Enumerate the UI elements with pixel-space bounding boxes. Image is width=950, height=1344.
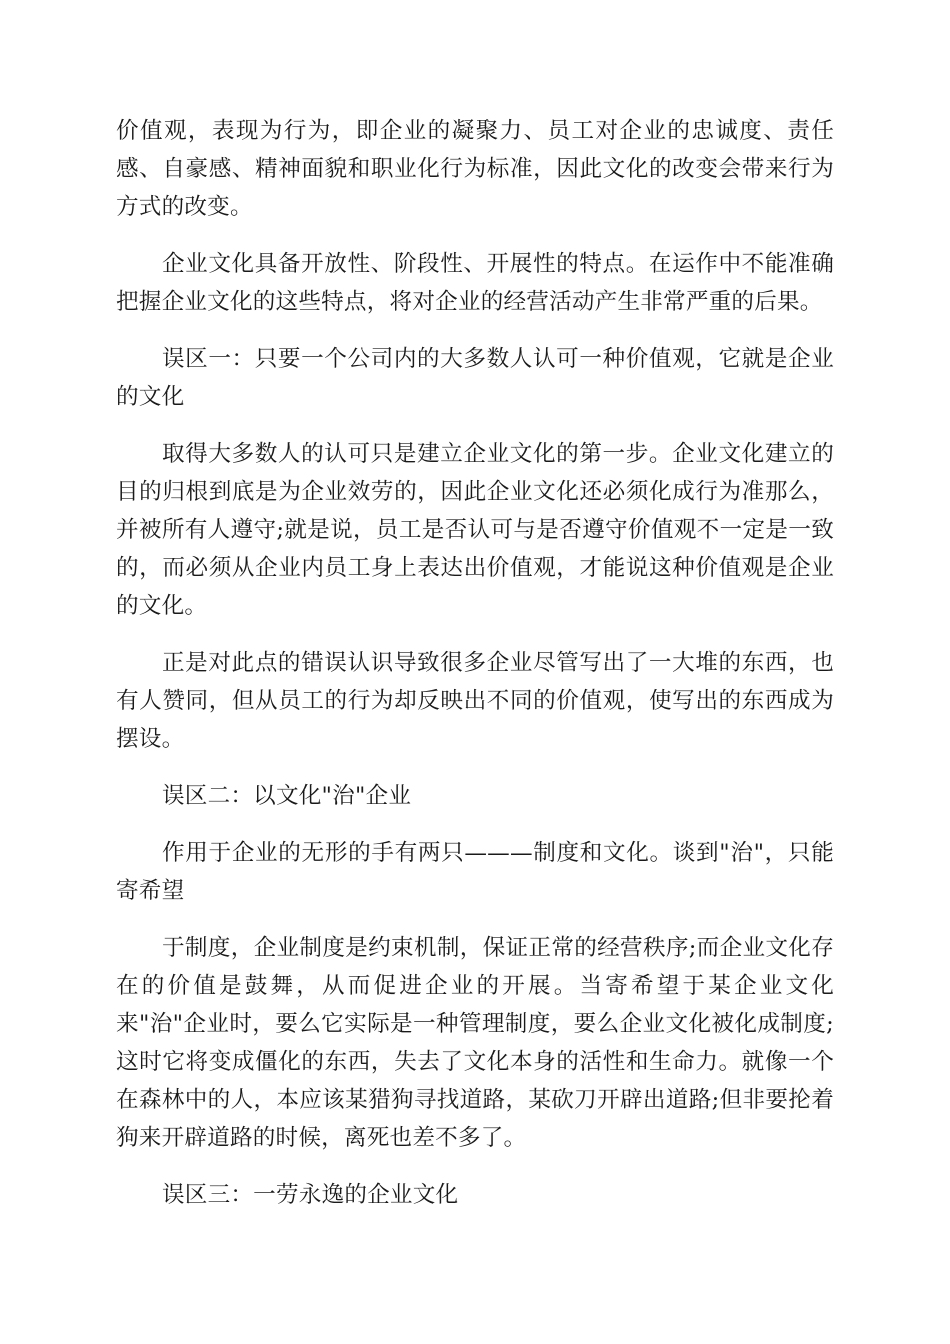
paragraph: 企业文化具备开放性、阶段性、开展性的特点。在运作中不能准确把握企业文化的这些特点，将对企业的经营活动产生非常严重的后果。 [116,251,834,315]
paragraph: 价值观，表现为行为，即企业的凝聚力、员工对企业的忠诚度、责任感、自豪感、精神面貌和职业化行为标准，因此文化的改变会带来行为方式的改变。 [116,118,834,220]
paragraph: 作用于企业的无形的手有两只———制度和文化。谈到"治"，只能寄希望 [116,840,834,904]
document-page [116,112,834,1233]
paragraph: 正是对此点的错误认识导致很多企业尽管写出了一大堆的东西，也有人赞同，但从员工的行为却反映出不同的价值观，使写出的东西成为摆设。 [116,650,834,752]
section-heading: 误区三：一劳永逸的企业文化 [162,1182,459,1208]
paragraph: 取得大多数人的认可只是建立企业文化的第一步。企业文化建立的目的归根到底是为企业效劳的，因此企业文化还必须化成行为准那么，并被所有人遵守;就是说，员工是否认可与是否遵守价值观不一定是一致的，而必须从企业内员工身上表达出价值观，才能说这种价值观是企业的文化。 [116,441,834,619]
section-heading: 误区一：只要一个公司内的大多数人认可一种价值观，它就是企业的文化 [116,346,834,410]
paragraph: 于制度，企业制度是约束机制，保证正常的经营秩序;而企业文化存在的价值是鼓舞，从而促进企业的开展。当寄希望于某企业文化来"治"企业时，要么它实际是一种管理制度，要么企业文化被化成制度;这时它将变成僵化的东西，失去了文化本身的活性和生命力。就像一个在森林中的人，本应该某猎狗寻找道路，某砍刀开辟出道路;但非要抡着狗来开辟道路的时候，离死也差不多了。 [116,935,834,1151]
section-heading: 误区二：以文化"治"企业 [162,783,412,809]
